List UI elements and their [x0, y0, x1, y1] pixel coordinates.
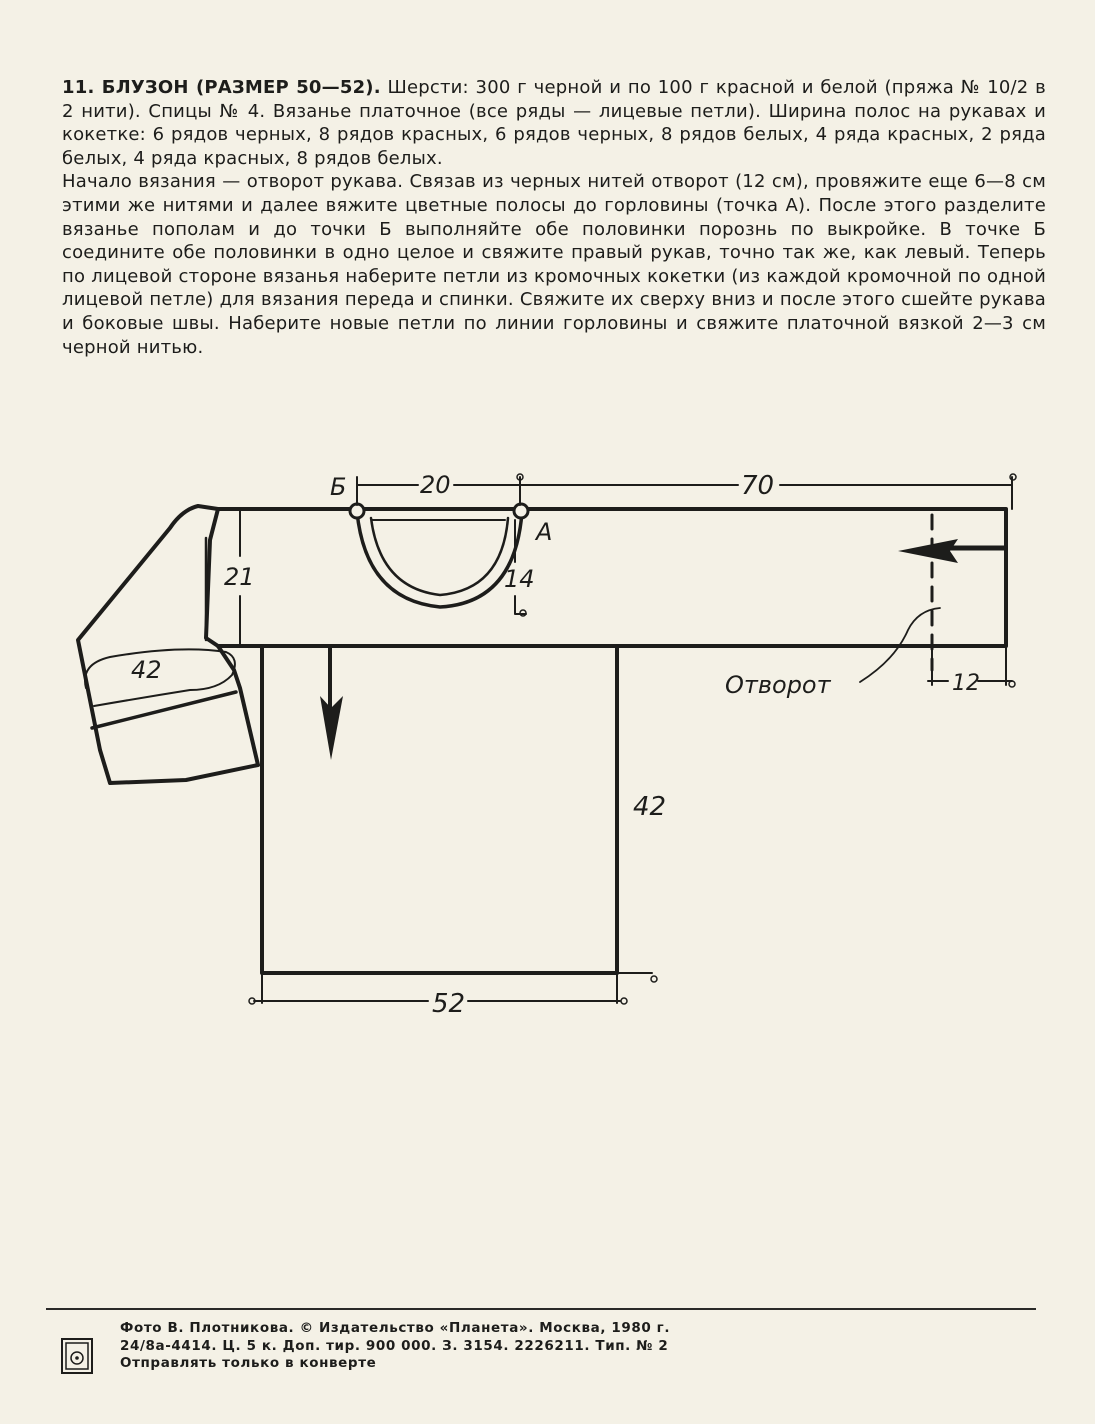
- point-a-label: А: [536, 518, 553, 546]
- paragraph-method: Начало вязания — отворот рукава. Связав из черных нитей отворот (12 см), провяжите еще 6—8 см этими же нитями и далее вяжите цветные полосы до горловины (точка А). После этого разделите вязанье пополам и до точки Б выполняйте обе половинки порознь по выкройке. В точке Б соедините обе половинки в одно целое и свяжите правый рукав, точно так же, как левый. Теперь по лицевой стороне вязанья наберите петли из кромочных кокетки (из каждой кромочной по одной лицевой петле) для вязания переда и спинки. Свяжите их сверху вниз и после этого сшейте рукава и боковые швы. Наберите новые петли по линии горловины и свяжите платочной вязкой 2—3 см черной нитью.: [62, 171, 1046, 358]
- materials-text: Шерсти: 300 г черной и по 100 г красной и белой (пряжа № 10/2 в 2 нити). Спицы № 4. Вязанье платочное (все ряды — лицевые петли). Ширина полос на рукавах и кокетке: 6 рядов черных, 8 рядов красных, 6 рядов черных, 8 рядов белых, 4 ряда красных, 2 ряда белых, 4 ряда красных, 8 рядов белых.: [62, 77, 1046, 169]
- sleeve-length-label: 70: [741, 471, 775, 501]
- pattern-title: 11. БЛУЗОН (РАЗМЕР 50—52).: [62, 77, 381, 98]
- cuff-width-label: 12: [952, 671, 980, 696]
- point-a-marker: [514, 504, 528, 518]
- point-b-marker: [350, 504, 364, 518]
- yoke-outline: [218, 509, 1006, 646]
- sleeve-cuff-fold: [92, 692, 236, 728]
- point-b-label: Б: [330, 473, 347, 501]
- yoke-height-label: 21: [224, 563, 255, 591]
- cuff-label: Отворот: [725, 671, 831, 699]
- cuff-circumference-label: 42: [131, 656, 162, 684]
- footer-divider: [46, 1308, 1036, 1310]
- neckline-inner: [371, 518, 508, 595]
- sleeve-direction-arrow-icon: [898, 539, 958, 563]
- imprint: [120, 1320, 670, 1373]
- body-length-label: 42: [633, 792, 667, 822]
- imprint-line-2: 24/8а-4414. Ц. 5 к. Доп. тир. 900 000. З. 3154. 2226211. Тип. № 2: [120, 1337, 669, 1354]
- publisher-logo-icon: [60, 1337, 94, 1375]
- neck-depth-label: 14: [504, 565, 535, 593]
- body-width-label: 52: [432, 989, 466, 1019]
- imprint-line-1: Фото В. Плотникова. © Издательство «Планета». Москва, 1980 г.: [120, 1320, 671, 1336]
- imprint-line-3: Отправлять только в конверте: [120, 1355, 377, 1371]
- body-outline: [262, 646, 617, 973]
- neck-width-label: 20: [420, 471, 451, 499]
